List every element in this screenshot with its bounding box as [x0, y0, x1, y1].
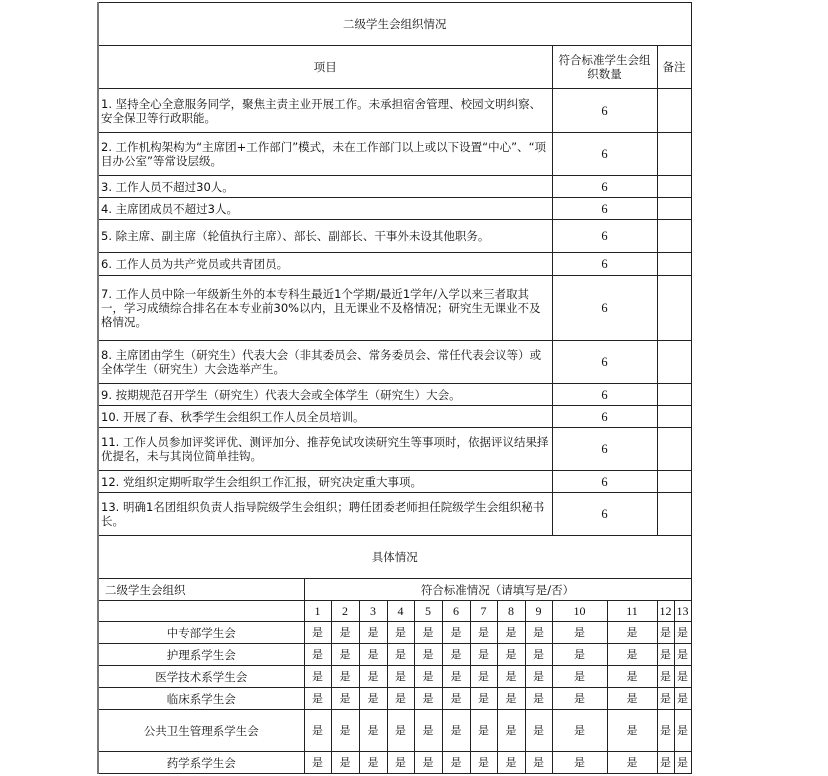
criteria-row: [98, 276, 691, 341]
compliance-cell[interactable]: 是: [607, 710, 657, 752]
criteria-item: 9. 按期规范召开学生（研究生）代表大会或全体学生（研究生）大会。: [98, 384, 552, 406]
compliance-cell[interactable]: 是: [387, 710, 414, 752]
criteria-count: 6: [552, 253, 657, 276]
blank-cell: [98, 601, 304, 622]
criteria-count: 6: [552, 406, 657, 428]
criteria-row: [98, 176, 691, 198]
compliance-cell[interactable]: 是: [331, 688, 359, 710]
compliance-cell[interactable]: 是: [414, 644, 442, 666]
criteria-note[interactable]: [657, 428, 691, 471]
criteria-number: 5: [414, 601, 442, 622]
criteria-note[interactable]: [657, 89, 691, 133]
org-name: 中专部学生会: [98, 622, 304, 644]
criteria-count: 6: [552, 341, 657, 384]
compliance-cell[interactable]: 是: [525, 688, 552, 710]
compliance-cell[interactable]: 是: [674, 644, 691, 666]
compliance-cell[interactable]: 是: [607, 688, 657, 710]
org-row: [98, 644, 691, 666]
compliance-cell[interactable]: 是: [552, 752, 607, 774]
criteria-item: 6. 工作人员为共产党员或共青团员。: [98, 253, 552, 276]
compliance-cell[interactable]: 是: [657, 622, 674, 644]
compliance-cell[interactable]: 是: [607, 622, 657, 644]
compliance-cell[interactable]: 是: [304, 752, 331, 774]
compliance-cell[interactable]: 是: [497, 666, 525, 688]
compliance-cell[interactable]: 是: [607, 644, 657, 666]
criteria-item: 10. 开展了春、秋季学生会组织工作人员全员培训。: [98, 406, 552, 428]
compliance-cell[interactable]: 是: [414, 622, 442, 644]
criteria-note[interactable]: [657, 384, 691, 406]
title-row: [98, 3, 691, 46]
criteria-number: 2: [331, 601, 359, 622]
compliance-cell[interactable]: 是: [331, 644, 359, 666]
criteria-number: 12: [657, 601, 674, 622]
criteria-row: [98, 89, 691, 133]
org-name: 临床系学生会: [98, 688, 304, 710]
criteria-count: 6: [552, 176, 657, 198]
org-row: [98, 688, 691, 710]
criteria-item: 8. 主席团由学生（研究生）代表大会（非其委员会、常务委员会、常任代表会议等）或全体学生（研究生）大会选举产生。: [98, 341, 552, 384]
page-title: 二级学生会组织情况: [98, 3, 691, 46]
compliance-cell[interactable]: 是: [657, 666, 674, 688]
criteria-number: 7: [470, 601, 497, 622]
compliance-cell[interactable]: 是: [331, 666, 359, 688]
criteria-row: [98, 133, 691, 176]
compliance-cell[interactable]: 是: [497, 644, 525, 666]
criteria-count: 6: [552, 471, 657, 493]
compliance-cell[interactable]: 是: [607, 666, 657, 688]
criteria-row: [98, 253, 691, 276]
criteria-number: 1: [304, 601, 331, 622]
compliance-cell[interactable]: 是: [657, 752, 674, 774]
criteria-count: 6: [552, 428, 657, 471]
compliance-cell[interactable]: 是: [442, 710, 470, 752]
compliance-cell[interactable]: 是: [414, 710, 442, 752]
criteria-count: 6: [552, 276, 657, 341]
count-header: 符合标准学生会组织数量: [552, 46, 657, 89]
compliance-cell[interactable]: 是: [497, 752, 525, 774]
compliance-cell[interactable]: 是: [414, 666, 442, 688]
compliance-cell[interactable]: 是: [657, 710, 674, 752]
criteria-item: 3. 工作人员不超过30人。: [98, 176, 552, 198]
org-row: [98, 666, 691, 688]
compliance-cell[interactable]: 是: [442, 752, 470, 774]
compliance-cell[interactable]: 是: [387, 688, 414, 710]
compliance-cell[interactable]: 是: [470, 644, 497, 666]
criteria-number: 13: [674, 601, 691, 622]
criteria-numbers-row: [98, 601, 691, 622]
criteria-note[interactable]: [657, 406, 691, 428]
criteria-note[interactable]: [657, 220, 691, 253]
criteria-item: 7. 工作人员中除一年级新生外的本专科生最近1个学期/最近1学年/入学以来三者取其一，学习成绩综合排名在本专业前30%以内，且无课业不及格情况；研究生无课业不及格情况。: [98, 276, 552, 341]
compliance-cell[interactable]: 是: [674, 666, 691, 688]
compliance-cell[interactable]: 是: [387, 622, 414, 644]
criteria-number: 3: [359, 601, 387, 622]
criteria-row: [98, 220, 691, 253]
compliance-cell[interactable]: 是: [552, 644, 607, 666]
criteria-number: 11: [607, 601, 657, 622]
compliance-cell[interactable]: 是: [359, 710, 387, 752]
compliance-cell[interactable]: 是: [497, 622, 525, 644]
compliance-cell[interactable]: 是: [525, 666, 552, 688]
compliance-cell[interactable]: 是: [304, 644, 331, 666]
criteria-count: 6: [552, 493, 657, 536]
compliance-cell[interactable]: 是: [525, 710, 552, 752]
criteria-row: [98, 493, 691, 536]
compliance-cell[interactable]: 是: [525, 752, 552, 774]
compliance-cell[interactable]: 是: [387, 752, 414, 774]
criteria-row: [98, 384, 691, 406]
criteria-count: 6: [552, 220, 657, 253]
compliance-cell[interactable]: 是: [442, 666, 470, 688]
compliance-cell[interactable]: 是: [304, 688, 331, 710]
criteria-row: [98, 428, 691, 471]
criteria-note[interactable]: [657, 471, 691, 493]
criteria-number: 6: [442, 601, 470, 622]
criteria-note[interactable]: [657, 198, 691, 220]
criteria-row: [98, 198, 691, 220]
compliance-cell[interactable]: 是: [414, 752, 442, 774]
criteria-note[interactable]: [657, 493, 691, 536]
criteria-count: 6: [552, 89, 657, 133]
compliance-cell[interactable]: 是: [674, 688, 691, 710]
criteria-item: 13. 明确1名团组织负责人指导院级学生会组织；聘任团委老师担任院级学生会组织秘书长。: [98, 493, 552, 536]
criteria-count: 6: [552, 133, 657, 176]
criteria-item: 2. 工作机构架构为“主席团+工作部门”模式，未在工作部门以上或以下设置“中心”、“项目办公室”等常设层级。: [98, 133, 552, 176]
criteria-note[interactable]: [657, 176, 691, 198]
compliance-cell[interactable]: 是: [359, 644, 387, 666]
compliance-cell[interactable]: 是: [304, 666, 331, 688]
compliance-cell[interactable]: 是: [657, 688, 674, 710]
compliance-cell[interactable]: 是: [674, 622, 691, 644]
compliance-cell[interactable]: 是: [359, 688, 387, 710]
criteria-item: 1. 坚持全心全意服务同学，聚焦主责主业开展工作。未承担宿舍管理、校园文明纠察、安全保卫等行政职能。: [98, 89, 552, 133]
report-sheet: [97, 2, 690, 774]
criteria-number: 8: [497, 601, 525, 622]
compliance-cell[interactable]: 是: [387, 666, 414, 688]
compliance-cell[interactable]: 是: [304, 710, 331, 752]
compliance-cell[interactable]: 是: [657, 644, 674, 666]
compliance-cell[interactable]: 是: [331, 710, 359, 752]
compliance-cell[interactable]: 是: [442, 644, 470, 666]
criteria-header-row: [98, 46, 691, 89]
criteria-count: 6: [552, 198, 657, 220]
compliance-cell[interactable]: 是: [359, 622, 387, 644]
criteria-count: 6: [552, 384, 657, 406]
item-header: 项目: [98, 46, 552, 89]
compliance-cell[interactable]: 是: [674, 710, 691, 752]
compliance-cell[interactable]: 是: [470, 752, 497, 774]
criteria-number: 10: [552, 601, 607, 622]
criteria-note[interactable]: [657, 133, 691, 176]
compliance-cell[interactable]: 是: [387, 644, 414, 666]
compliance-cell[interactable]: 是: [552, 688, 607, 710]
compliance-cell[interactable]: 是: [470, 666, 497, 688]
org-name: 护理系学生会: [98, 644, 304, 666]
compliance-cell[interactable]: 是: [470, 688, 497, 710]
compliance-cell[interactable]: 是: [414, 688, 442, 710]
details-header-row: [98, 579, 691, 601]
org-row: [98, 710, 691, 752]
compliance-cell[interactable]: 是: [552, 622, 607, 644]
criteria-row: [98, 341, 691, 384]
compliance-cell[interactable]: 是: [304, 622, 331, 644]
compliance-cell[interactable]: 是: [442, 622, 470, 644]
criteria-row: [98, 471, 691, 493]
criteria-note[interactable]: [657, 341, 691, 384]
details-title-row: [98, 536, 691, 579]
details-section-title: 具体情况: [98, 536, 691, 579]
compliance-cell[interactable]: 是: [470, 622, 497, 644]
compliance-cell[interactable]: 是: [331, 752, 359, 774]
org-name: 医学技术系学生会: [98, 666, 304, 688]
compliance-cell[interactable]: 是: [525, 644, 552, 666]
criteria-note[interactable]: [657, 276, 691, 341]
criteria-item: 12. 党组织定期听取学生会组织工作汇报，研究决定重大事项。: [98, 471, 552, 493]
compliance-cell[interactable]: 是: [331, 622, 359, 644]
note-header: 备注: [657, 46, 691, 89]
org-name: 药学系学生会: [98, 752, 304, 774]
compliance-cell[interactable]: 是: [359, 752, 387, 774]
org-row: [98, 622, 691, 644]
compliance-cell[interactable]: 是: [442, 688, 470, 710]
compliance-cell[interactable]: 是: [552, 710, 607, 752]
compliance-cell[interactable]: 是: [525, 622, 552, 644]
criteria-item: 11. 工作人员参加评奖评优、测评加分、推荐免试攻读研究生等事项时，依据评议结果择优提名，未与其岗位简单挂钩。: [98, 428, 552, 471]
criteria-row: [98, 406, 691, 428]
compliance-cell[interactable]: 是: [674, 752, 691, 774]
criteria-number: 4: [387, 601, 414, 622]
criteria-note[interactable]: [657, 253, 691, 276]
org-header: 二级学生会组织: [98, 579, 304, 601]
compliance-cell[interactable]: 是: [497, 710, 525, 752]
org-row: [98, 752, 691, 774]
compliance-cell[interactable]: 是: [552, 666, 607, 688]
compliance-cell[interactable]: 是: [607, 752, 657, 774]
criteria-item: 5. 除主席、副主席（轮值执行主席）、部长、副部长、干事外未设其他职务。: [98, 220, 552, 253]
compliance-cell[interactable]: 是: [359, 666, 387, 688]
org-name: 公共卫生管理系学生会: [98, 710, 304, 752]
compliance-cell[interactable]: 是: [470, 710, 497, 752]
criteria-number: 9: [525, 601, 552, 622]
compliance-cell[interactable]: 是: [497, 688, 525, 710]
student-union-table: [97, 2, 692, 774]
compliance-header: 符合标准情况（请填写是/否）: [304, 579, 691, 601]
criteria-item: 4. 主席团成员不超过3人。: [98, 198, 552, 220]
